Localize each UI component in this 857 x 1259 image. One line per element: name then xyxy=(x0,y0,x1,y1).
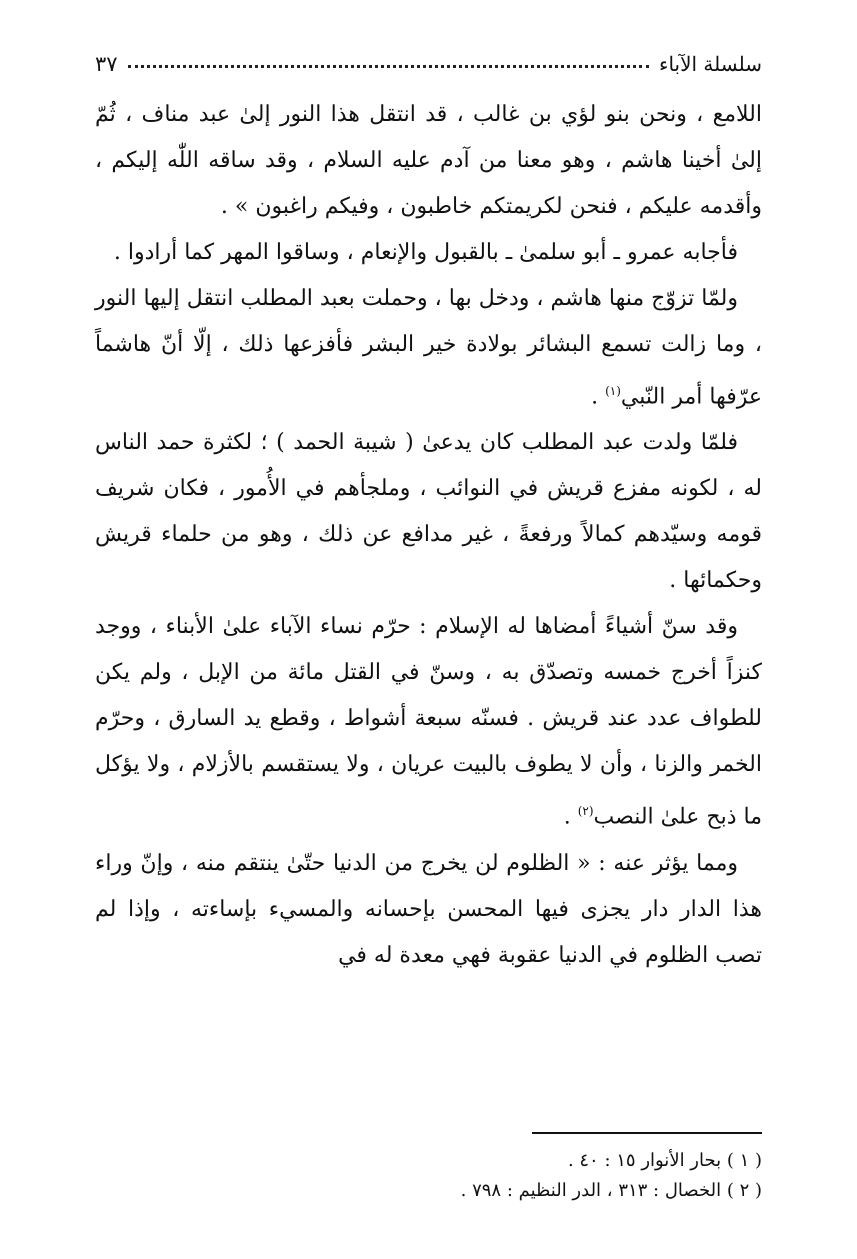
page-number: ٣٧ xyxy=(95,52,118,76)
footnote-2: ( ٢ ) الخصال : ٣١٣ ، الدر النظيم : ٧٩٨ . xyxy=(460,1180,762,1201)
paragraph-3 xyxy=(95,276,762,420)
paragraph-5-end: . xyxy=(563,804,578,830)
paragraph-6 xyxy=(95,841,762,979)
paragraph-1 xyxy=(95,92,762,230)
paragraph-1-text: اللامع ، ونحن بنو لؤي بن غالب ، قد انتقل هذا النور إلىٰ عبد مناف ، ثُمّ إلىٰ أخينا هاشم ، وهو معنا من آدم عليه السلام ، وقد ساقه اللّٰه إليكم ، وأقدمه عليكم ، فنحن لكريمتكم خاطبون ، وفيكم راغبون » . xyxy=(95,102,762,219)
paragraph-5-text: وقد سنّ أشياءً أمضاها له الإسلام : حرّم نساء الآباء علىٰ الأبناء ، ووجد كنزاً أخرج خمسه وتصدّق به ، وسنّ في القتل مائة من الإبل ، ولم يكن للطواف عدد عند قريش . فسنّه سبعة أشواط ، وقطع يد السارق ، وحرّم الخمر والزنا ، وأن لا يطوف بالبيت عريان ، ولا يستقسم بالأزلام ، ولا يؤكل ما ذبح علىٰ النصب xyxy=(95,614,763,830)
running-title: سلسلة الآباء xyxy=(659,52,762,76)
paragraph-4-text: فلمّا ولدت عبد المطلب كان يدعىٰ ( شيبة الحمد ) ؛ لكثرة حمد الناس له ، لكونه مفزع قريش في النوائب ، وملجأهم في الأُمور ، فكان شريف قومه وسيّدهم كمالاً ورفعةً ، غير مدافع عن ذلك ، وهو من حلماء قريش وحكمائها . xyxy=(95,430,762,594)
paragraph-2-text: فأجابه عمرو ـ أبو سلمىٰ ـ بالقبول والإنعام ، وساقوا المهر كما أرادوا . xyxy=(113,240,738,265)
paragraph-5 xyxy=(95,604,762,840)
paragraph-4 xyxy=(95,420,762,604)
footnote-divider xyxy=(532,1132,762,1134)
paragraph-6-text: ومما يؤثر عنه : « الظلوم لن يخرج من الدنيا حتّىٰ ينتقم منه ، وإنّ وراء هذا الدار دار يجزى فيها المحسن بإحسانه والمسيء بإساءته ، وإذا لم تصب الظلوم في الدنيا عقوبة فهي معدة له في xyxy=(95,850,762,968)
footnote-ref-1[interactable]: (١) xyxy=(605,384,621,398)
footnotes-section xyxy=(95,1132,762,1206)
paragraph-2 xyxy=(95,230,762,276)
paragraph-3-text: ولمّا تزوّج منها هاشم ، ودخل بها ، وحملت بعبد المطلب انتقل إليها النور ، وما زالت تسمع البشائر بولادة خير البشر فأفزعها ذلك ، إلّا أنّ هاشماً عرّفها أمر النّبي xyxy=(95,286,762,410)
leader-dots xyxy=(128,64,649,68)
page-header xyxy=(95,36,762,76)
paragraph-3-end: . xyxy=(591,384,606,410)
footnote-ref-2[interactable]: (٢) xyxy=(577,804,594,819)
footnote-1: ( ١ ) بحار الأنوار ١٥ : ٤٠ . xyxy=(567,1150,762,1171)
body-text xyxy=(95,92,762,979)
